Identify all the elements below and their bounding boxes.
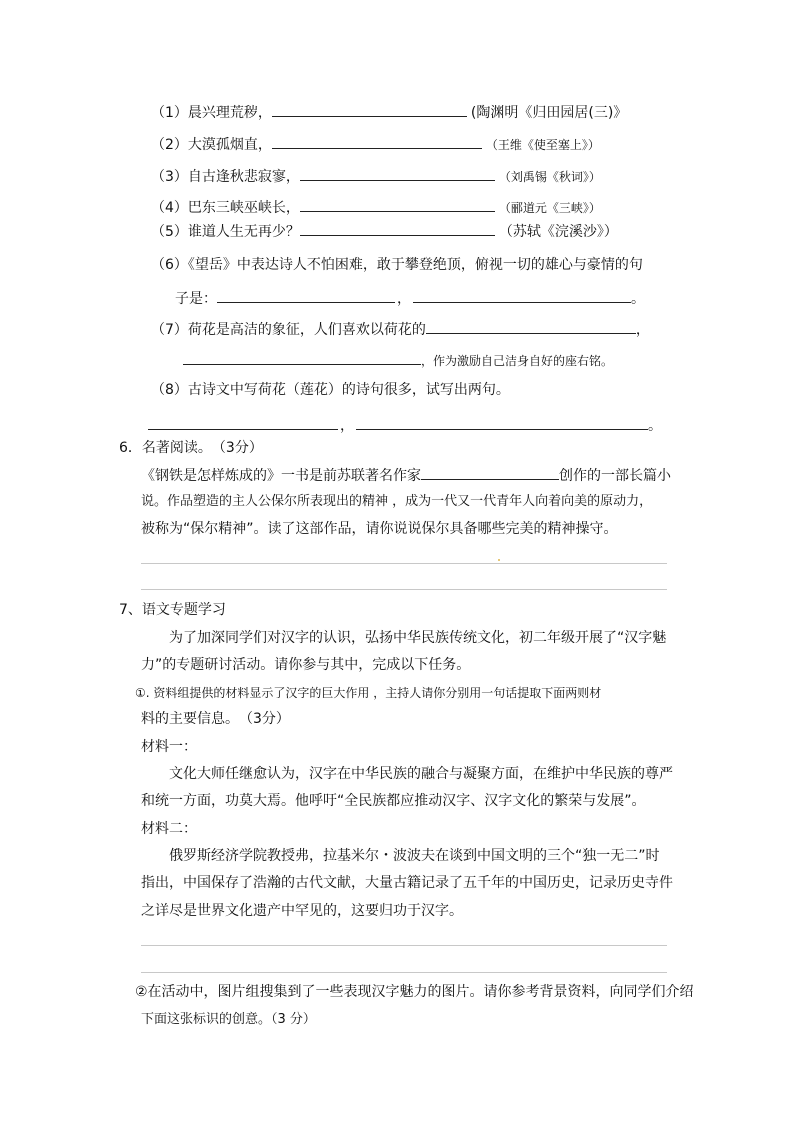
q7-material-2-line-3: 之详尽是世界文化遗产中罕见的，这要归功于汉字。 — [141, 903, 463, 919]
poem-5-source: （苏轼《浣溪沙》） — [498, 224, 618, 240]
poem-4-number: （4） — [151, 200, 188, 216]
poem-8-answer-line — [148, 417, 662, 433]
poem-7-comma: ， — [635, 322, 650, 338]
poem-6-prefix: 子是： — [175, 291, 217, 307]
poem-5-text: 谁道人生无再少？ — [187, 224, 300, 240]
poem-2-answer-blank[interactable] — [272, 136, 482, 149]
poem-6-number: （6） — [151, 257, 188, 273]
poem-1-text: 晨兴理荒秽， — [187, 105, 272, 121]
poem-6-period: 。 — [631, 291, 645, 307]
q7-material-2-line-1: 俄罗斯经济学院教授弗，拉基米尔・波波夫在谈到中国文明的三个“独一无二”时 — [169, 848, 660, 864]
q6-line-2: 说。作品塑造的主人公保尔所表现出的精神 ，成为一代又一代青年人向着向美的原动力， — [141, 494, 653, 509]
q6-line-1-b: 创作的一部长篇小 — [559, 468, 671, 484]
poem-1 — [151, 104, 627, 120]
poem-8-comma: ， — [340, 418, 354, 434]
poem-7-answer-blank-2[interactable] — [183, 352, 421, 365]
q7-material-1-line-2: 和统一方面，功莫大焉。他呼吁“全民族都应推动汉字、汉字文化的繁荣与发展”。 — [141, 793, 646, 809]
poem-5 — [151, 223, 618, 239]
q6-answer-rule-2[interactable] — [141, 589, 667, 590]
poem-1-answer-blank[interactable] — [272, 104, 467, 117]
q6-line-3: 被称为“保尔精神”。读了这部作品，请你说说保尔具备哪些完美的精神操守。 — [141, 521, 618, 537]
poem-6-answer-blank-1[interactable] — [217, 290, 395, 303]
q7-task1-line-1: ①. 资料组提供的材料显示了汉字的巨大作用 ，主持人请你分别用一句话提取下面两则材 — [135, 686, 602, 700]
poem-6-answer-line — [175, 290, 645, 306]
q7-task2-line-2: 下面这张标识的创意。（3 分） — [141, 1012, 316, 1027]
poem-6-text: 《望岳》中表达诗人不怕困难，敢于攀登绝顶，俯视一切的雄心与豪情的句 — [187, 257, 643, 273]
poem-8-number: （8） — [151, 382, 188, 398]
poem-8-answer-blank-1[interactable] — [148, 417, 338, 430]
poem-4 — [151, 199, 601, 215]
poem-7-answer-line — [183, 352, 613, 368]
q7-task2-line-1: ②在活动中，图片组搜集到了一些表现汉字魅力的图片。请你参考背景资料，向同学们介绍 — [135, 984, 694, 1000]
poem-1-source: (陶渊明《归田园居(三)》 — [470, 105, 628, 121]
q6-speck — [498, 559, 500, 561]
poem-2-number: （2） — [151, 137, 188, 153]
poem-2-source: （王维《使至塞上》） — [485, 138, 600, 152]
q7-intro-2: 力”的专题研讨活动。请你参与其中，完成以下任务。 — [141, 657, 471, 673]
poem-7-answer-blank-1[interactable] — [426, 321, 636, 334]
poem-5-number: （5） — [151, 224, 188, 240]
poem-2-text: 大漠孤烟直， — [187, 137, 272, 153]
poem-3-answer-blank[interactable] — [300, 168, 495, 181]
q7-material-2-label: 材料二： — [141, 821, 197, 837]
poem-8-text: 古诗文中写荷花（莲花）的诗句很多，试写出两句。 — [187, 382, 510, 398]
poem-4-answer-blank[interactable] — [300, 199, 495, 212]
poem-3-text: 自古逢秋悲寂寥， — [187, 169, 300, 185]
poem-4-text: 巴东三峡巫峡长， — [187, 200, 300, 216]
poem-7-number: （7） — [151, 322, 188, 338]
q7-heading: 7、语文专题学习 — [119, 602, 226, 618]
q6-line-1-a: 《钢铁是怎样炼成的》一书是前苏联著名作家 — [141, 468, 421, 484]
q7-answer-rule-2[interactable] — [141, 972, 667, 973]
q7-material-1-label: 材料一： — [141, 739, 197, 755]
q6-author-blank[interactable] — [421, 467, 559, 480]
poem-8-prompt — [151, 383, 510, 397]
poem-6-prompt — [151, 258, 643, 272]
q7-material-1-line-1: 文化大师任继愈认为，汉字在中华民族的融合与凝聚方面，在维护中华民族的尊严 — [169, 766, 673, 782]
poem-3 — [151, 168, 601, 184]
q7-task1-line-2: 料的主要信息。 （3分） — [141, 711, 290, 727]
poem-3-number: （3） — [151, 169, 188, 185]
q6-answer-rule-1[interactable] — [141, 563, 667, 564]
poem-4-source: （郦道元《三峡》） — [498, 201, 601, 215]
poem-5-answer-blank[interactable] — [300, 223, 495, 236]
poem-1-number: （1） — [151, 105, 188, 121]
q7-material-2-line-2: 指出，中国保存了浩瀚的古代文献，大量古籍记录了五千年的中国历史，记录历史寺件 — [141, 875, 673, 891]
poem-7-prompt — [151, 321, 650, 337]
poem-8-period: 。 — [648, 418, 662, 434]
poem-7-suffix: ，作为激励自己洁身自好的座右铭。 — [421, 354, 614, 368]
poem-3-source: （刘禹锡《秋词》） — [498, 170, 601, 184]
poem-2 — [151, 136, 600, 152]
q7-answer-rule-1[interactable] — [141, 945, 667, 946]
poem-8-answer-blank-2[interactable] — [356, 417, 648, 430]
poem-6-answer-blank-2[interactable] — [413, 290, 631, 303]
q7-intro-1: 为了加深同学们对汉字的认识，弘扬中华民族传统文化，初二年级开展了“汉字魅 — [169, 630, 667, 646]
poem-7-text: 荷花是高洁的象征，人们喜欢以荷花的 — [187, 322, 426, 338]
q6-heading: 6．名著阅读。 （3分） — [119, 440, 263, 456]
q6-line-1 — [141, 467, 671, 483]
poem-6-comma: ， — [397, 291, 411, 307]
